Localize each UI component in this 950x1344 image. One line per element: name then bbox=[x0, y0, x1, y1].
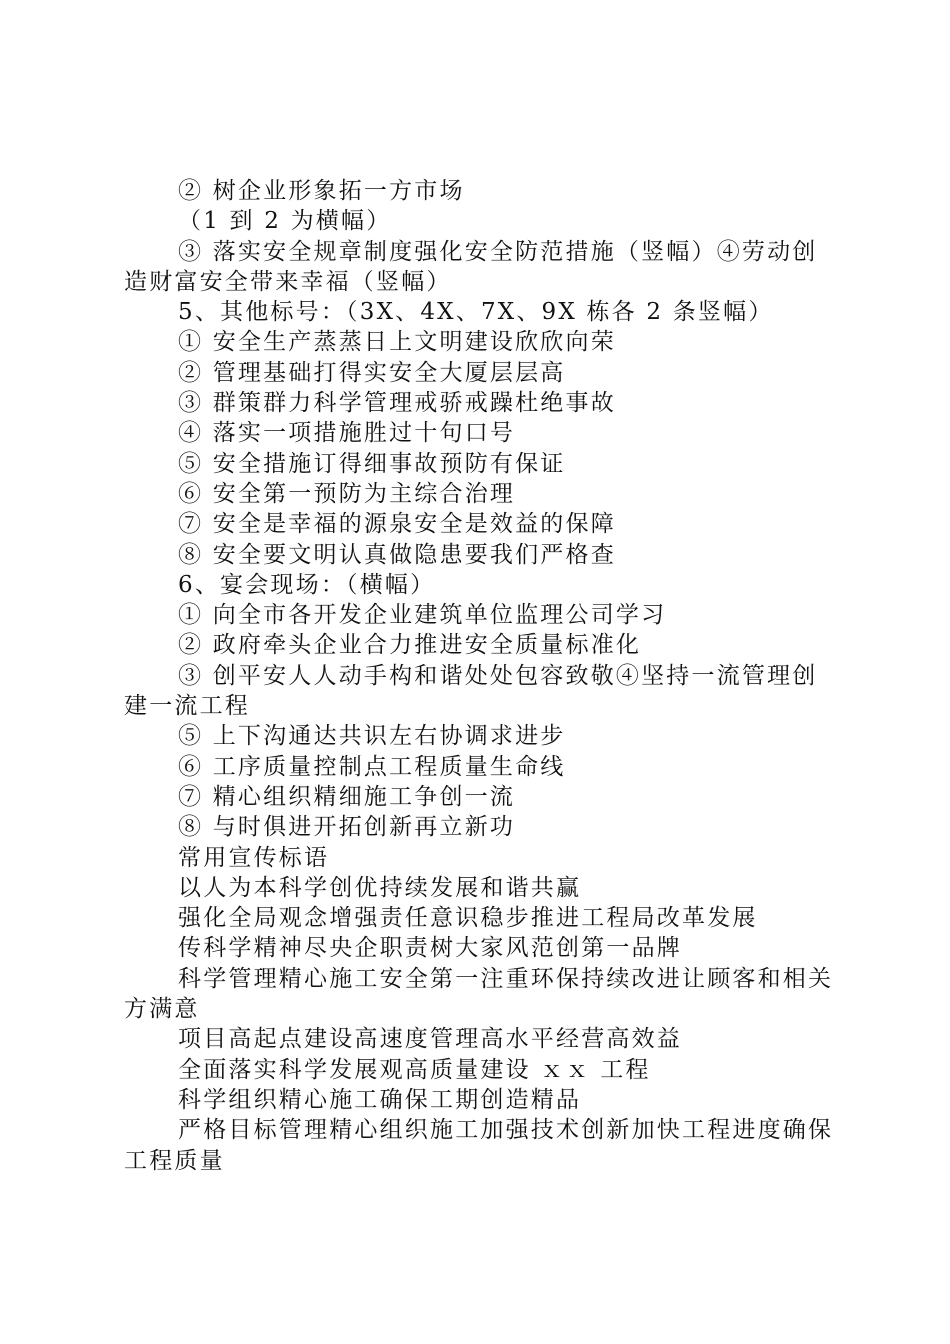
paragraph-28: 科学组织精心施工确保工期创造精品 bbox=[178, 1086, 582, 1113]
paragraph-13: 6、宴会现场：（横幅） bbox=[178, 571, 436, 598]
paragraph-17: ⑤ 上下沟通达共识左右协调求进步 bbox=[178, 723, 566, 750]
paragraph-20: ⑧ 与时俱进开拓创新再立新功 bbox=[178, 814, 516, 841]
paragraph-7: ③ 群策群力科学管理戒骄戒躁杜绝事故 bbox=[178, 390, 616, 417]
paragraph-8: ④ 落实一项措施胜过十句口号 bbox=[178, 420, 516, 447]
paragraph-3: ③ 落实安全规章制度强化安全防范措施（竖幅）④劳动创造财富安全带来幸福（竖幅） bbox=[124, 238, 818, 295]
section-heading: 常用宣传标语 bbox=[178, 844, 330, 871]
paragraph-14: ① 向全市各开发企业建筑单位监理公司学习 bbox=[178, 602, 667, 629]
paragraph-25: 科学管理精心施工安全第一注重环保持续改进让顾客和相关方满意 bbox=[124, 965, 834, 1023]
paragraph-12: ⑧ 安全要文明认真做隐患要我们严格查 bbox=[178, 541, 616, 568]
paragraph-9: ⑤ 安全措施订得细事故预防有保证 bbox=[178, 450, 566, 477]
paragraph-22: 以人为本科学创优持续发展和谐共赢 bbox=[178, 874, 582, 901]
paragraph-2: （1 到 2 为横幅） bbox=[178, 208, 392, 235]
paragraph-19: ⑦ 精心组织精细施工争创一流 bbox=[178, 783, 516, 810]
paragraph-1: ② 树企业形象拓一方市场 bbox=[178, 178, 465, 204]
paragraph-11: ⑦ 安全是幸福的源泉安全是效益的保障 bbox=[178, 511, 616, 538]
paragraph-4: 5、其他标号：（3X、4X、7X、9X 栋各 2 条竖幅） bbox=[178, 299, 774, 326]
paragraph-6: ② 管理基础打得实安全大厦层层高 bbox=[178, 359, 566, 386]
document-body bbox=[124, 176, 834, 1176]
paragraph-15: ② 政府牵头企业合力推进安全质量标准化 bbox=[178, 632, 642, 659]
paragraph-24: 传科学精神尽央企职责树大家风范创第一品牌 bbox=[178, 935, 682, 962]
paragraph-10: ⑥ 安全第一预防为主综合治理 bbox=[178, 480, 516, 507]
paragraph-16: ③ 创平安人人动手构和谐处处包容致敬④坚持一流管理创建一流工程 bbox=[124, 662, 818, 720]
paragraph-23: 强化全局观念增强责任意识稳步推进工程局改革发展 bbox=[178, 905, 758, 932]
paragraph-29: 严格目标管理精心组织施工加强技术创新加快工程进度确保工程质量 bbox=[124, 1117, 834, 1174]
paragraph-5: ① 安全生产蒸蒸日上文明建设欣欣向荣 bbox=[178, 329, 616, 356]
paragraph-27: 全面落实科学发展观高质量建设 ｘｘ 工程 bbox=[178, 1056, 651, 1083]
paragraph-26: 项目高起点建设高速度管理高水平经营高效益 bbox=[178, 1026, 682, 1053]
paragraph-18: ⑥ 工序质量控制点工程质量生命线 bbox=[178, 753, 566, 780]
